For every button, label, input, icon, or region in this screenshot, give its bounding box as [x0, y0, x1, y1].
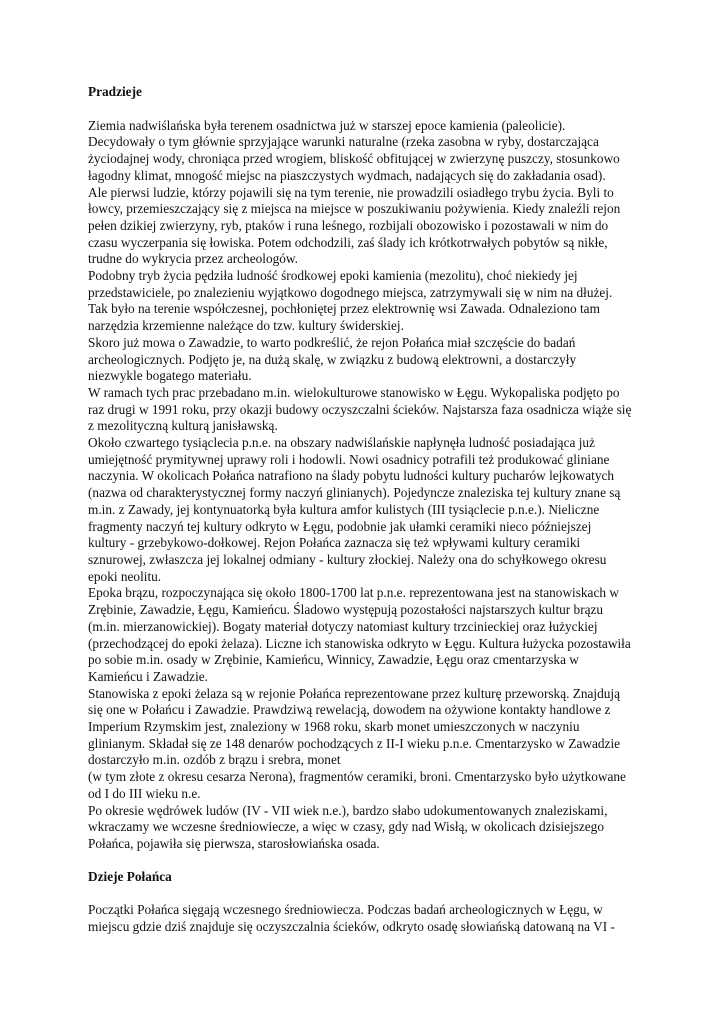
text-line: W ramach tych prac przebadano m.in. wielokulturowe stanowisko w Łęgu. Wykopaliska podjęto po [88, 384, 620, 400]
text-line: po sobie m.in. osady w Zrębinie, Kamieńcu, Winnicy, Zawadzie, Łęgu oraz cmentarzyska w [88, 652, 579, 668]
text-line: Połańca, pojawiła się pierwsza, starosłowiańska osada. [88, 835, 380, 851]
text-line: glinianym. Składał się ze 148 denarów pochodzących z II-I wieku p.n.e. Cmentarzysko w Zawadzie [88, 735, 621, 751]
text-line: kultury - grzebykowo-dołkowej. Rejon Połańca zaznacza się też wpływami kultury ceramiki [88, 535, 581, 551]
text-line: Skoro już mowa o Zawadzie, to warto podkreślić, że rejon Połańca miał szczęście do badań [88, 334, 576, 350]
text-line: umiejętność prymitywnej uprawy roli i hodowli. Nowi osadnicy potrafili też produkować gliniane [88, 451, 610, 467]
text-line: (przechodzącej do epoki żelaza). Liczne ich stanowiska odkryto w Łęgu. Kultura łużycka pozostawiła [88, 635, 631, 651]
text-line: (m.in. mierzanowickiej). Bogaty materiał dotyczy natomiast kultury trzcinieckiej oraz łużyckiej [88, 618, 598, 634]
text-line: naczynia. W okolicach Połańca natrafiono na ślady pobytu ludności kultury pucharów lejkowatych [88, 468, 615, 484]
text-line: Zrębinie, Zawadzie, Łęgu, Kamieńcu. Śladowo występują pozostałości najstarszych kultur brązu [88, 602, 604, 618]
text-line: Epoka brązu, rozpoczynająca się około 1800-1700 lat p.n.e. reprezentowana jest na stanowiskach w [88, 585, 619, 601]
section-body-pradzieje [88, 118, 648, 853]
text-line: fragmenty naczyń tej kultury odkryto w Łęgu, podobnie jak ułamki ceramiki nieco późniejszej [88, 518, 592, 534]
text-line: od I do III wieku n.e. [88, 785, 201, 801]
text-line: raz drugi w 1991 roku, przy okazji budowy oczyszczalni ścieków. Najstarsza faza osadnicza wiąże się [88, 401, 632, 417]
text-line: archeologicznych. Podjęto je, na dużą skalę, w związku z budową elektrowni, a dostarczyły [88, 351, 577, 367]
text-line: z mezolityczną kulturą janisławską. [88, 418, 278, 434]
text-line: niezwykle bogatego materiału. [88, 368, 252, 384]
text-line: życiodajnej wody, chroniąca przed wrogiem, bliskość obfitującej w zwierzynę puszczy, stosunkowo [88, 151, 620, 167]
text-line: narzędzia krzemienne należące do tzw. kultury świderskiej. [88, 318, 404, 334]
text-line: miejscu gdzie dziś znajduje się oczyszczalnia ścieków, odkryto osadę słowiańską datowaną na VI - [88, 919, 615, 935]
text-line: sznurowej, zwłaszcza jej lokalnej odmiany - kultury złockiej. Należy ona do schyłkowego okresu [88, 551, 607, 567]
text-line: Imperium Rzymskim jest, znaleziony w 1968 roku, skarb monet umieszczonych w naczyniu [88, 719, 580, 735]
section-heading-pradzieje: Pradzieje [88, 84, 142, 99]
section-heading-dzieje-polanca: Dzieje Połańca [88, 868, 172, 884]
text-line: Początki Połańca sięgają wczesnego średniowiecza. Podczas badań archeologicznych w Łęgu, w [88, 902, 603, 918]
text-line: Po okresie wędrówek ludów (IV - VII wiek n.e.), bardzo słabo udokumentowanych znaleziskami, [88, 802, 608, 818]
text-line: pełen dzikiej zwierzyny, ryb, ptaków i runa leśnego, rozbijali obozowisko i pozostawali w nim do [88, 217, 609, 233]
text-line: łowcy, przemieszczający się z miejsca na miejsce w poszukiwaniu pożywienia. Kiedy znaleźli rejon [88, 201, 621, 217]
text-line: wkraczamy we wczesne średniowiecze, a więc w czasy, gdy nad Wisłą, w okolicach dzisiejszego [88, 819, 604, 835]
text-line: łagodny klimat, mnogość miejsc na piaszczystych wydmach, nadających się do zakładania osad). [88, 167, 606, 183]
text-line: Stanowiska z epoki żelaza są w rejonie Połańca reprezentowane przez kulturę przeworską. Znajdują [88, 685, 621, 701]
document-page [88, 84, 648, 936]
text-line: trudne do wykrycia przez archeologów. [88, 251, 298, 267]
text-line: Decydowały o tym głównie sprzyjające warunki naturalne (rzeka zasobna w ryby, dostarczająca [88, 134, 599, 150]
section-body-dzieje-polanca [88, 902, 648, 935]
text-line: przedstawiciele, po znalezieniu wyjątkowo dogodnego miejsca, zatrzymywali się w nim na dłużej. [88, 284, 613, 300]
text-line: dostarczyło m.in. ozdób z brązu i srebra, monet [88, 752, 341, 768]
text-line: (w tym złote z okresu cesarza Nerona), fragmentów ceramiki, broni. Cmentarzysko było użytkowane [88, 769, 626, 785]
text-line: Około czwartego tysiąclecia p.n.e. na obszary nadwiślańskie napłynęła ludność posiadająca już [88, 435, 595, 451]
text-line: (nazwa od charakterystycznej formy naczyń glinianych). Pojedyncze znaleziska tej kultury znane są [88, 485, 621, 501]
text-line: Tak było na terenie współczesnej, pochłoniętej przez elektrownię wsi Zawada. Odnaleziono tam [88, 301, 600, 317]
text-line: Podobny tryb życia pędziła ludność środkowej epoki kamienia (mezolitu), choć niekiedy jej [88, 268, 578, 284]
text-line: Ziemia nadwiślańska była terenem osadnictwa już w starszej epoce kamienia (paleolicie). [88, 117, 566, 133]
text-line: się one w Połańcu i Zawadzie. Prawdziwą rewelacją, dowodem na ożywione kontakty handlowe z [88, 702, 611, 718]
text-line: epoki neolitu. [88, 568, 162, 584]
text-line: Ale pierwsi ludzie, którzy pojawili się na tym terenie, nie prowadzili osiadłego trybu życia. Byli to [88, 184, 614, 200]
text-line: m.in. z Zawady, jej kontynuatorką była kultura amfor kulistych (III tysiąclecie p.n.e.). Nieliczne [88, 501, 600, 517]
text-line: Kamieńcu i Zawadzie. [88, 668, 208, 684]
text-line: czasu wyczerpania się łowiska. Potem odchodzili, zaś ślady ich krótkotrwałych pobytów są nikłe, [88, 234, 608, 250]
